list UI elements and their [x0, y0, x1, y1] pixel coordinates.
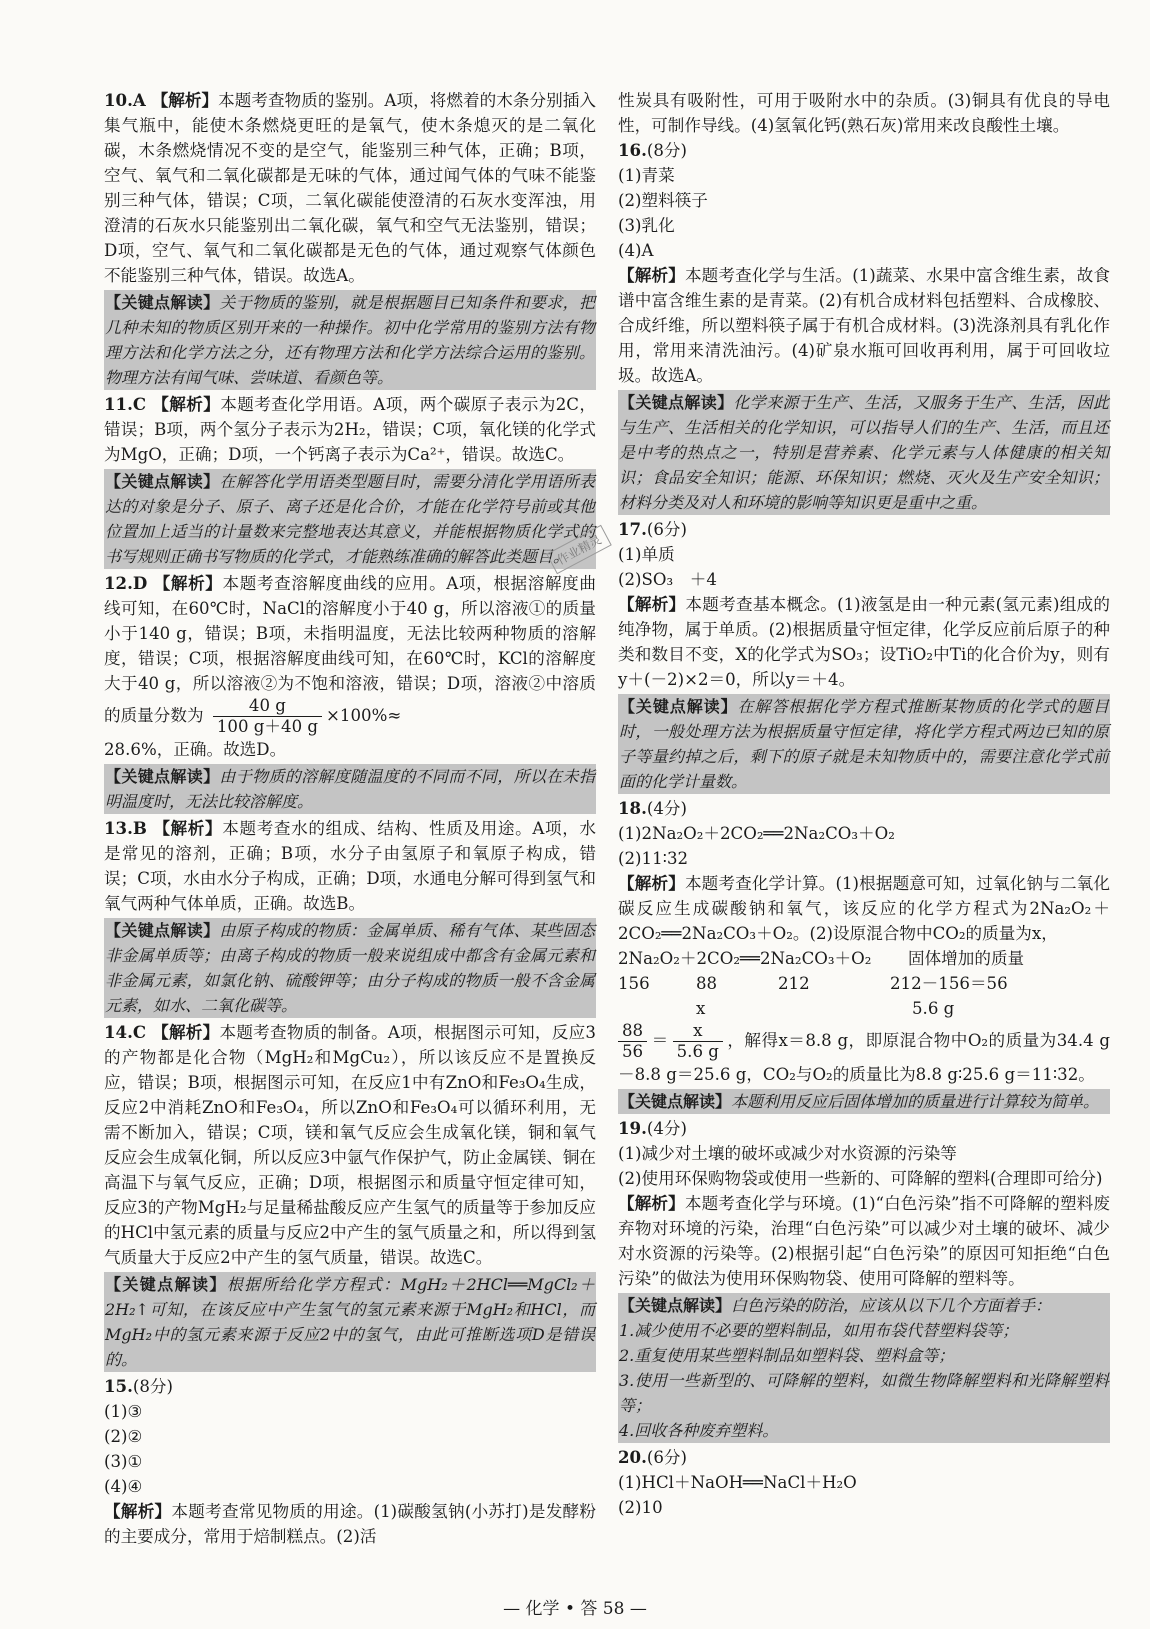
q18-answer-2: (2)11∶32 [618, 849, 689, 868]
q18-calculation [618, 946, 1110, 1021]
q12-after-frac: ×100%≈ [326, 706, 402, 725]
q20 [618, 1445, 1110, 1470]
q17-analysis [618, 592, 1110, 692]
q13-tag: 【解析】 [153, 818, 223, 838]
q18-kp-text: 本题利用反应后固体增加的质量进行计算较为简单。 [731, 1092, 1100, 1111]
q19 [618, 1116, 1110, 1141]
q11-tag: 【解析】 [152, 394, 221, 414]
q18-calc-m4: 212－156＝56 [890, 974, 1008, 993]
q15-continued: 性炭具有吸附性，可用于吸附水中的杂质。(3)铜具有优良的导电性，可制作导线。(4)氢氧化钙(熟石灰)常用来改良酸性土壤。 [618, 91, 1110, 135]
q15-tag: 【解析】 [104, 1501, 172, 1521]
q18-body2: ，解得x＝8.8 g，即原混合物中O₂的质量为34.4 g－8.8 g＝25.6 g，CO₂与O₂的质量比为8.8 g∶25.6 g＝11∶32。 [618, 1031, 1111, 1084]
q12-tag: 【解析】 [153, 573, 223, 593]
q18-calc-x: x [696, 999, 706, 1018]
q10-tag: 【解析】 [151, 90, 219, 110]
q11-kp-text: 在解答化学用语类型题目时，需要分清化学用语所表达的对象是分子、原子、离子还是化合价，才能在化学符号前或其他位置加上适当的计量数来完整地表达其意义，并能根据物质化学式的书写规则正确书写物质的化学式，才能熟练准确的解答此类题目。 [105, 472, 595, 566]
q10-kp-text: 关于物质的鉴别，就是根据题目已知条件和要求，把几种未知的物质区别开来的一种操作。初中化学常用的鉴别方法有物理方法和化学方法之分，还有物理方法和化学方法综合运用的鉴别。物理方法有闻气味、尝味道、看颜色等。 [105, 293, 595, 387]
q18-calc-m3: 212 [778, 974, 810, 993]
q12-keypoint [104, 764, 596, 814]
q16-keypoint [618, 390, 1110, 515]
q10-head: 10.A [104, 90, 152, 110]
q20-score: (6分) [646, 1448, 687, 1467]
q11-keypoint [104, 469, 596, 569]
q12-head: 12.D [104, 573, 154, 593]
q19-keypoint [618, 1293, 1110, 1443]
q15-analysis [104, 1499, 596, 1549]
q17-score: (6分) [646, 520, 687, 539]
q18-score: (4分) [646, 799, 687, 818]
q18-fraction-2 [673, 1021, 723, 1062]
q18-frac2-den: 5.6 g [676, 1042, 719, 1061]
q16-kp-text: 化学来源于生产、生活，又服务于生产、生活，因此与生产、生活相关的化学知识，可以指导人们的生产、生活，而且还是中考的热点之一，特别是营养素、化学元素与人体健康的相关知识；食品安全知识；能源、环保知识；燃烧、灭火及生产安全知识；材料分类及对人和环境的影响等知识更是重中之重。 [619, 393, 1109, 512]
q15-score: (8分) [132, 1377, 173, 1396]
q14 [104, 1020, 596, 1270]
q19-answer-1: (1)减少对土壤的破坏或减少对水资源的污染等 [618, 1144, 957, 1163]
q17-body: 本题考查基本概念。(1)液氢是由一种元素(氢元素)组成的纯净物，属于单质。(2)根据质量守恒定律，化学反应前后原子的种类和数目不变，X的化学式为SO₃；设TiO₂中Ti的化合价为y，则有y＋(－2)×2＝0，所以y＝＋4。 [618, 595, 1111, 689]
q11-head: 11.C [104, 394, 153, 414]
q16-answer-3: (3)乳化 [618, 216, 675, 235]
q12-kp-text: 由于物质的溶解度随温度的不同而不同，所以在未指明温度时，无法比较溶解度。 [105, 767, 595, 811]
q18-frac2-num: x [673, 1021, 723, 1042]
q13-head: 13.B [104, 818, 154, 838]
q17-tag: 【解析】 [618, 594, 686, 614]
q18 [618, 796, 1110, 821]
q16-answer-4: (4)A [618, 241, 654, 260]
q13-keypoint [104, 918, 596, 1018]
q19-analysis [618, 1191, 1110, 1291]
q18-body: 本题考查化学计算。(1)根据题意可知，过氧化钠与二氧化碳反应生成碳酸钠和氧气，该反应的化学方程式为2Na₂O₂＋2CO₂══2Na₂CO₃＋O₂。(2)设原混合物中CO₂的质量为x， [618, 874, 1110, 943]
q18-kp-head: 【关键点解读】 [619, 1092, 732, 1111]
q14-head: 14.C [104, 1022, 153, 1042]
q12-body2: 28.6%，正确。故选D。 [104, 740, 287, 759]
q18-answer-1: (1)2Na₂O₂＋2CO₂══2Na₂CO₃＋O₂ [618, 824, 895, 843]
q19-kp-head: 【关键点解读】 [619, 1296, 732, 1315]
q11-kp-head: 【关键点解读】 [105, 472, 220, 491]
q18-frac1-den: 56 [622, 1042, 644, 1061]
q18-analysis [618, 871, 1110, 946]
q15-answer-1: (1)③ [104, 1402, 143, 1421]
q18-calc-m1: 156 [618, 974, 650, 993]
q19-kp-line-2: 2.重复使用某些塑料制品如塑料袋、塑料盒等； [619, 1346, 955, 1365]
q17-kp-text: 在解答根据化学方程式推断某物质的化学式的题目时，一般处理方法为根据质量守恒定律，将化学方程式两边已知的原子等量约掉之后，剩下的原子就是未知物质中的，需要注意化学式前面的化学计量数。 [619, 697, 1109, 791]
q18-keypoint [618, 1089, 1110, 1114]
q18-calc-equation: 2Na₂O₂＋2CO₂══2Na₂CO₃＋O₂ [618, 949, 872, 968]
q18-calc-note: 固体增加的质量 [908, 949, 1025, 968]
q16-tag: 【解析】 [618, 265, 685, 285]
q19-tag: 【解析】 [618, 1193, 685, 1213]
q12-frac-num: 40 g [213, 696, 322, 717]
q12-fraction [213, 696, 322, 737]
q12 [104, 571, 596, 762]
q20-answer-2: (2)10 [618, 1498, 663, 1517]
q15 [104, 1374, 596, 1399]
q15-head: 15. [104, 1376, 133, 1396]
q17-keypoint [618, 694, 1110, 794]
q18-calc-unknown-row [618, 996, 1110, 1021]
q17 [618, 517, 1110, 542]
q18-calc-g: 5.6 g [912, 999, 955, 1018]
q20-head: 20. [618, 1447, 647, 1467]
q13-body: 本题考查水的组成、结构、性质及用途。A项，水是常见的溶剂，正确；B项，水分子由氢原子和氧原子构成，错误；C项，水由水分子构成，正确；D项，水通电分解可得到氢气和氧气两种气体单质，正确。故选B。 [104, 819, 597, 913]
watermark-stamp: 作业精灵 [546, 525, 612, 574]
q17-answer-1: (1)单质 [618, 545, 675, 564]
q16-answer-2: (2)塑料筷子 [618, 191, 708, 210]
q18-tag: 【解析】 [618, 873, 685, 893]
right-column [618, 88, 1110, 1520]
q19-head: 19. [618, 1118, 647, 1138]
q17-kp-head: 【关键点解读】 [619, 697, 738, 716]
q18-proportion [618, 1021, 1110, 1087]
q18-head: 18. [618, 798, 647, 818]
left-column [104, 88, 596, 1549]
q14-kp-text: 根据所给化学方程式：MgH₂＋2HCl══MgCl₂＋2H₂↑可知，在该反应中产生氢气的氢元素来源于MgH₂和HCl，而MgH₂中的氢元素来源于反应2中的氢气，由此可推断选项D是错误的。 [105, 1275, 595, 1369]
q18-calc-mass-row [618, 971, 1110, 996]
q13-kp-head: 【关键点解读】 [105, 921, 220, 940]
q12-body: 本题考查溶解度曲线的应用。A项，根据溶解度曲线可知，在60℃时，NaCl的溶解度小于40 g，所以溶液①的质量小于140 g，错误；B项，未指明温度，无法比较两种物质的溶解度，错误；C项，根据溶解度曲线可知，在60℃时，KCl的溶解度大于40 g，所以溶液②为不饱和溶液，错误；D项，溶液②中溶质的质量分数为 [104, 574, 596, 725]
q19-score: (4分) [646, 1119, 687, 1138]
q19-answer-2: (2)使用环保购物袋或使用一些新的、可降解的塑料(合理即可给分) [618, 1169, 1103, 1188]
q16 [618, 138, 1110, 163]
q14-kp-head: 【关键点解读】 [105, 1275, 227, 1294]
q16-body: 本题考查化学与生活。(1)蔬菜、水果中富含维生素，故食谱中富含维生素的是青菜。(2)有机合成材料包括塑料、合成橡胶、合成纤维，所以塑料筷子属于有机合成材料。(3)洗涤剂具有乳化作用，常用来清洗油污。(4)矿泉水瓶可回收再利用，属于可回收垃圾。故选A。 [618, 266, 1110, 385]
q19-kp-line-1: 1.减少使用不必要的塑料制品，如用布袋代替塑料袋等； [619, 1321, 1019, 1340]
q19-kp-line-4: 4.回收各种废弃塑料。 [619, 1421, 779, 1440]
q18-frac1-num: 88 [618, 1021, 647, 1042]
q10-body: 本题考查物质的鉴别。A项，将燃着的木条分别插入集气瓶中，能使木条燃烧更旺的是氧气，使木条熄灭的是二氧化碳，木条燃烧情况不变的是空气，能鉴别三种气体，正确；B项，空气、氧气和二氧化碳都是无味的气体，通过闻气体的气味不能鉴别三种气体，错误；C项，二氧化碳能使澄清的石灰水变浑浊，用澄清的石灰水只能鉴别出二氧化碳，氧气和空气无法鉴别，错误；D项，空气、氧气和二氧化碳都是无色的气体，通过观察气体颜色不能鉴别三种气体，错误。故选A。 [104, 91, 596, 285]
q19-kp-line-3: 3.使用一些新型的、可降解的塑料，如微生物降解塑料和光降解塑料等； [619, 1371, 1109, 1415]
q11 [104, 392, 596, 467]
q14-body: 本题考查物质的制备。A项，根据图示可知，反应3的产物都是化合物（MgH₂和MgCu₂），所以该反应不是置换反应，错误；B项，根据图示可知，在反应1中有ZnO和Fe₃O₄生成，反应2中消耗ZnO和Fe₃O₄，所以ZnO和Fe₃O₄可以循环利用，无需不断加入，错误；C项，镁和氧气反应会生成氧化镁，铜和氧气反应会生成氧化铜，所以反应3中氩气作保护气，防止金属镁、铜在高温下与氧气反应，正确；D项，根据图示和质量守恒定律可知，反应3的产物MgH₂与足量稀盐酸反应产生氢气的质量等于参加反应的HCl中氢元素的质量与反应2中产生的氢气质量之和，所以得到氢气质量大于反应2中产生的氢气质量，错误。故选C。 [104, 1023, 596, 1267]
q15-body: 本题考查常见物质的用途。(1)碳酸氢钠(小苏打)是发酵粉的主要成分，常用于焙制糕点。(2)活 [104, 1502, 597, 1546]
q16-score: (8分) [646, 141, 687, 160]
q20-answer-1: (1)HCl＋NaOH══NaCl＋H₂O [618, 1473, 857, 1492]
q16-kp-head: 【关键点解读】 [619, 393, 734, 412]
q15-answer-2: (2)② [104, 1427, 143, 1446]
q15-answer-3: (3)① [104, 1452, 143, 1471]
q11-body: 本题考查化学用语。A项，两个碳原子表示为2C，错误；B项，两个氢分子表示为2H₂，错误；C项，氧化镁的化学式为MgO，正确；D项，一个钙离子表示为Ca²⁺，错误。故选C。 [104, 395, 596, 464]
q18-calc-equation-row [618, 946, 1110, 971]
q12-kp-head: 【关键点解读】 [105, 767, 220, 786]
q14-tag: 【解析】 [152, 1022, 220, 1042]
q13-kp-text: 由原子构成的物质：金属单质、稀有气体、某些固态非金属单质等；由离子构成的物质一般来说组成中都含有金属元素和非金属元素，如氯化钠、硫酸钾等；由分子构成的物质一般不含金属元素，如水、二氧化碳等。 [105, 921, 595, 1015]
q10-kp-head: 【关键点解读】 [105, 293, 220, 312]
q16-answer-1: (1)青菜 [618, 166, 675, 185]
page-footer: — 化学 • 答 58 — [503, 1599, 647, 1619]
q12-frac-den: 100 g＋40 g [216, 717, 319, 736]
q14-keypoint [104, 1272, 596, 1372]
q19-body: 本题考查化学与环境。(1)“白色污染”指不可降解的塑料废弃物对环境的污染，治理“白色污染”可以减少对土壤的破坏、减少对水资源的污染等。(2)根据引起“白色污染”的原因可知拒绝“白色污染”的做法为使用环保购物袋、使用可降解的塑料等。 [618, 1194, 1110, 1288]
q10 [104, 88, 596, 288]
q18-calc-spacer [618, 996, 696, 1021]
q17-answer-2: (2)SO₃ ＋4 [618, 570, 717, 589]
q17-head: 17. [618, 519, 647, 539]
q18-calc-m2: 88 [696, 974, 718, 993]
q16-head: 16. [618, 140, 647, 160]
q13 [104, 816, 596, 916]
q10-keypoint [104, 290, 596, 390]
q19-kp-line-0: 白色污染的防治，应该从以下几个方面着手： [731, 1296, 1052, 1315]
q18-eq-sign: ＝ [651, 1031, 669, 1050]
q16-analysis [618, 263, 1110, 388]
q15-answer-4: (4)④ [104, 1477, 143, 1496]
q18-fraction-1 [618, 1021, 647, 1062]
